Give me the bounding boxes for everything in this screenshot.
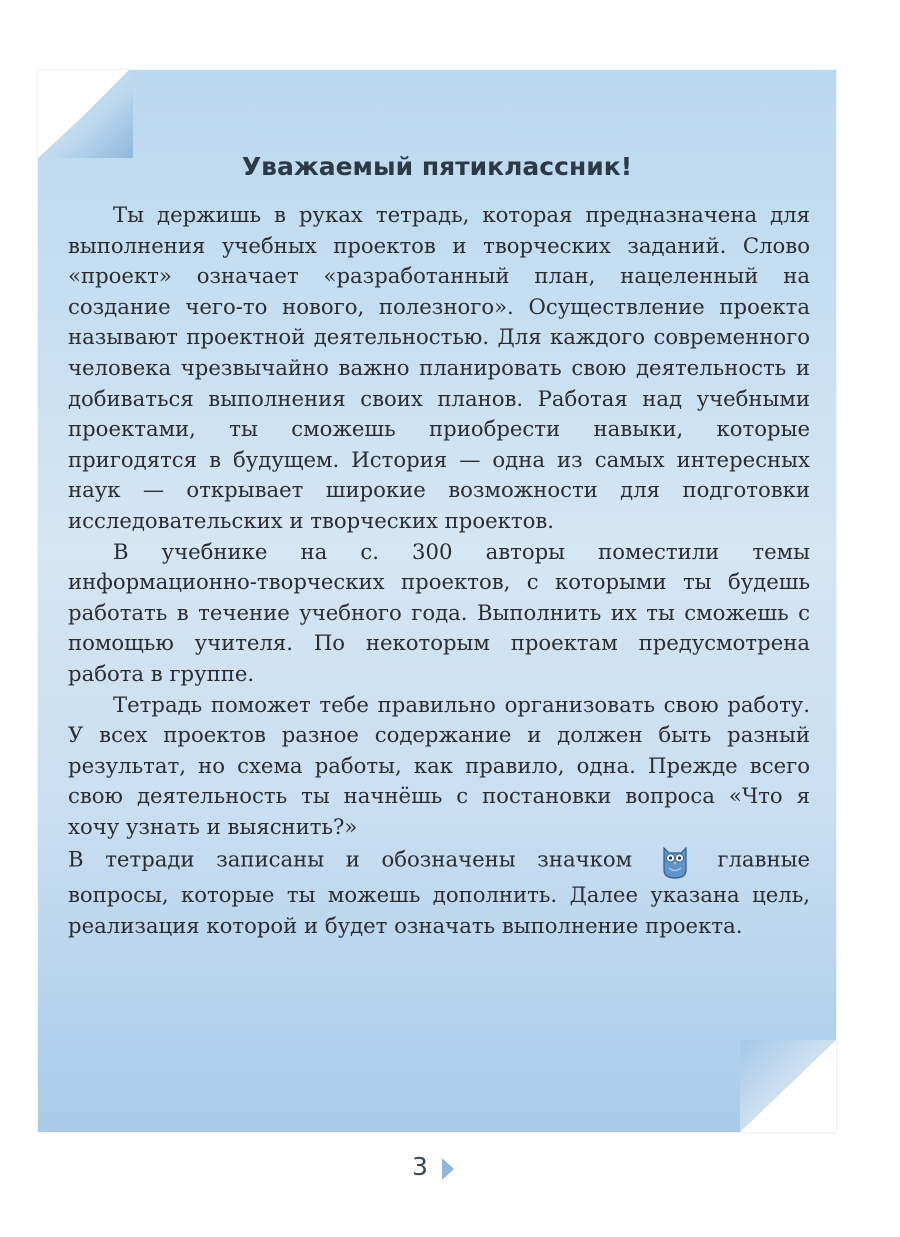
paragraph-3: Тетрадь поможет тебе правильно организовать свою работу. У всех проектов разное содержание и должен быть разный результат, но схема работы, как правило, одна. Прежде всего свою деятельность ты начнёшь с постановки вопроса «Что я хочу узнать и выяснить?»: [68, 691, 810, 839]
page-number: 3: [412, 1152, 428, 1181]
page-title: Уважаемый пятиклассник!: [241, 152, 633, 181]
paragraph-4-end: главные вопросы, которые ты можешь дополнить. Далее указана цель, реализация которой и будет означать выполнение проекта.: [68, 846, 810, 939]
paragraph-2: В учебнике на с. 300 авторы поместили темы информационно-творческих проектов, с которыми ты будешь работать в течение учебного года. Выполнить их ты сможешь с помощью учителя. По некоторым проектам предусмотрена работа в группе.: [68, 538, 810, 686]
body-text: [68, 200, 810, 942]
paragraph-4: [68, 842, 810, 941]
paragraph-4-start: В тетради записаны и обозначены значком: [68, 846, 654, 872]
owl-icon: [660, 842, 690, 880]
next-arrow-icon: [442, 1158, 454, 1180]
paragraph-1: Ты держишь в руках тетрадь, которая предназначена для выполнения учебных проектов и творческих заданий. Слово «проект» означает «разработанный план, нацеленный на создание чего-то нового, полезного». Осуществление проекта называют проектной деятельностью. Для каждого современного человека чрезвычайно важно планировать свою деятельность и добиваться выполнения своих планов. Работая над учебными проектами, ты сможешь приобрести навыки, которые пригодятся в будущем. История — одна из самых интересных наук — открывает широкие возможности для подготовки исследовательских и творческих проектов.: [68, 202, 810, 533]
